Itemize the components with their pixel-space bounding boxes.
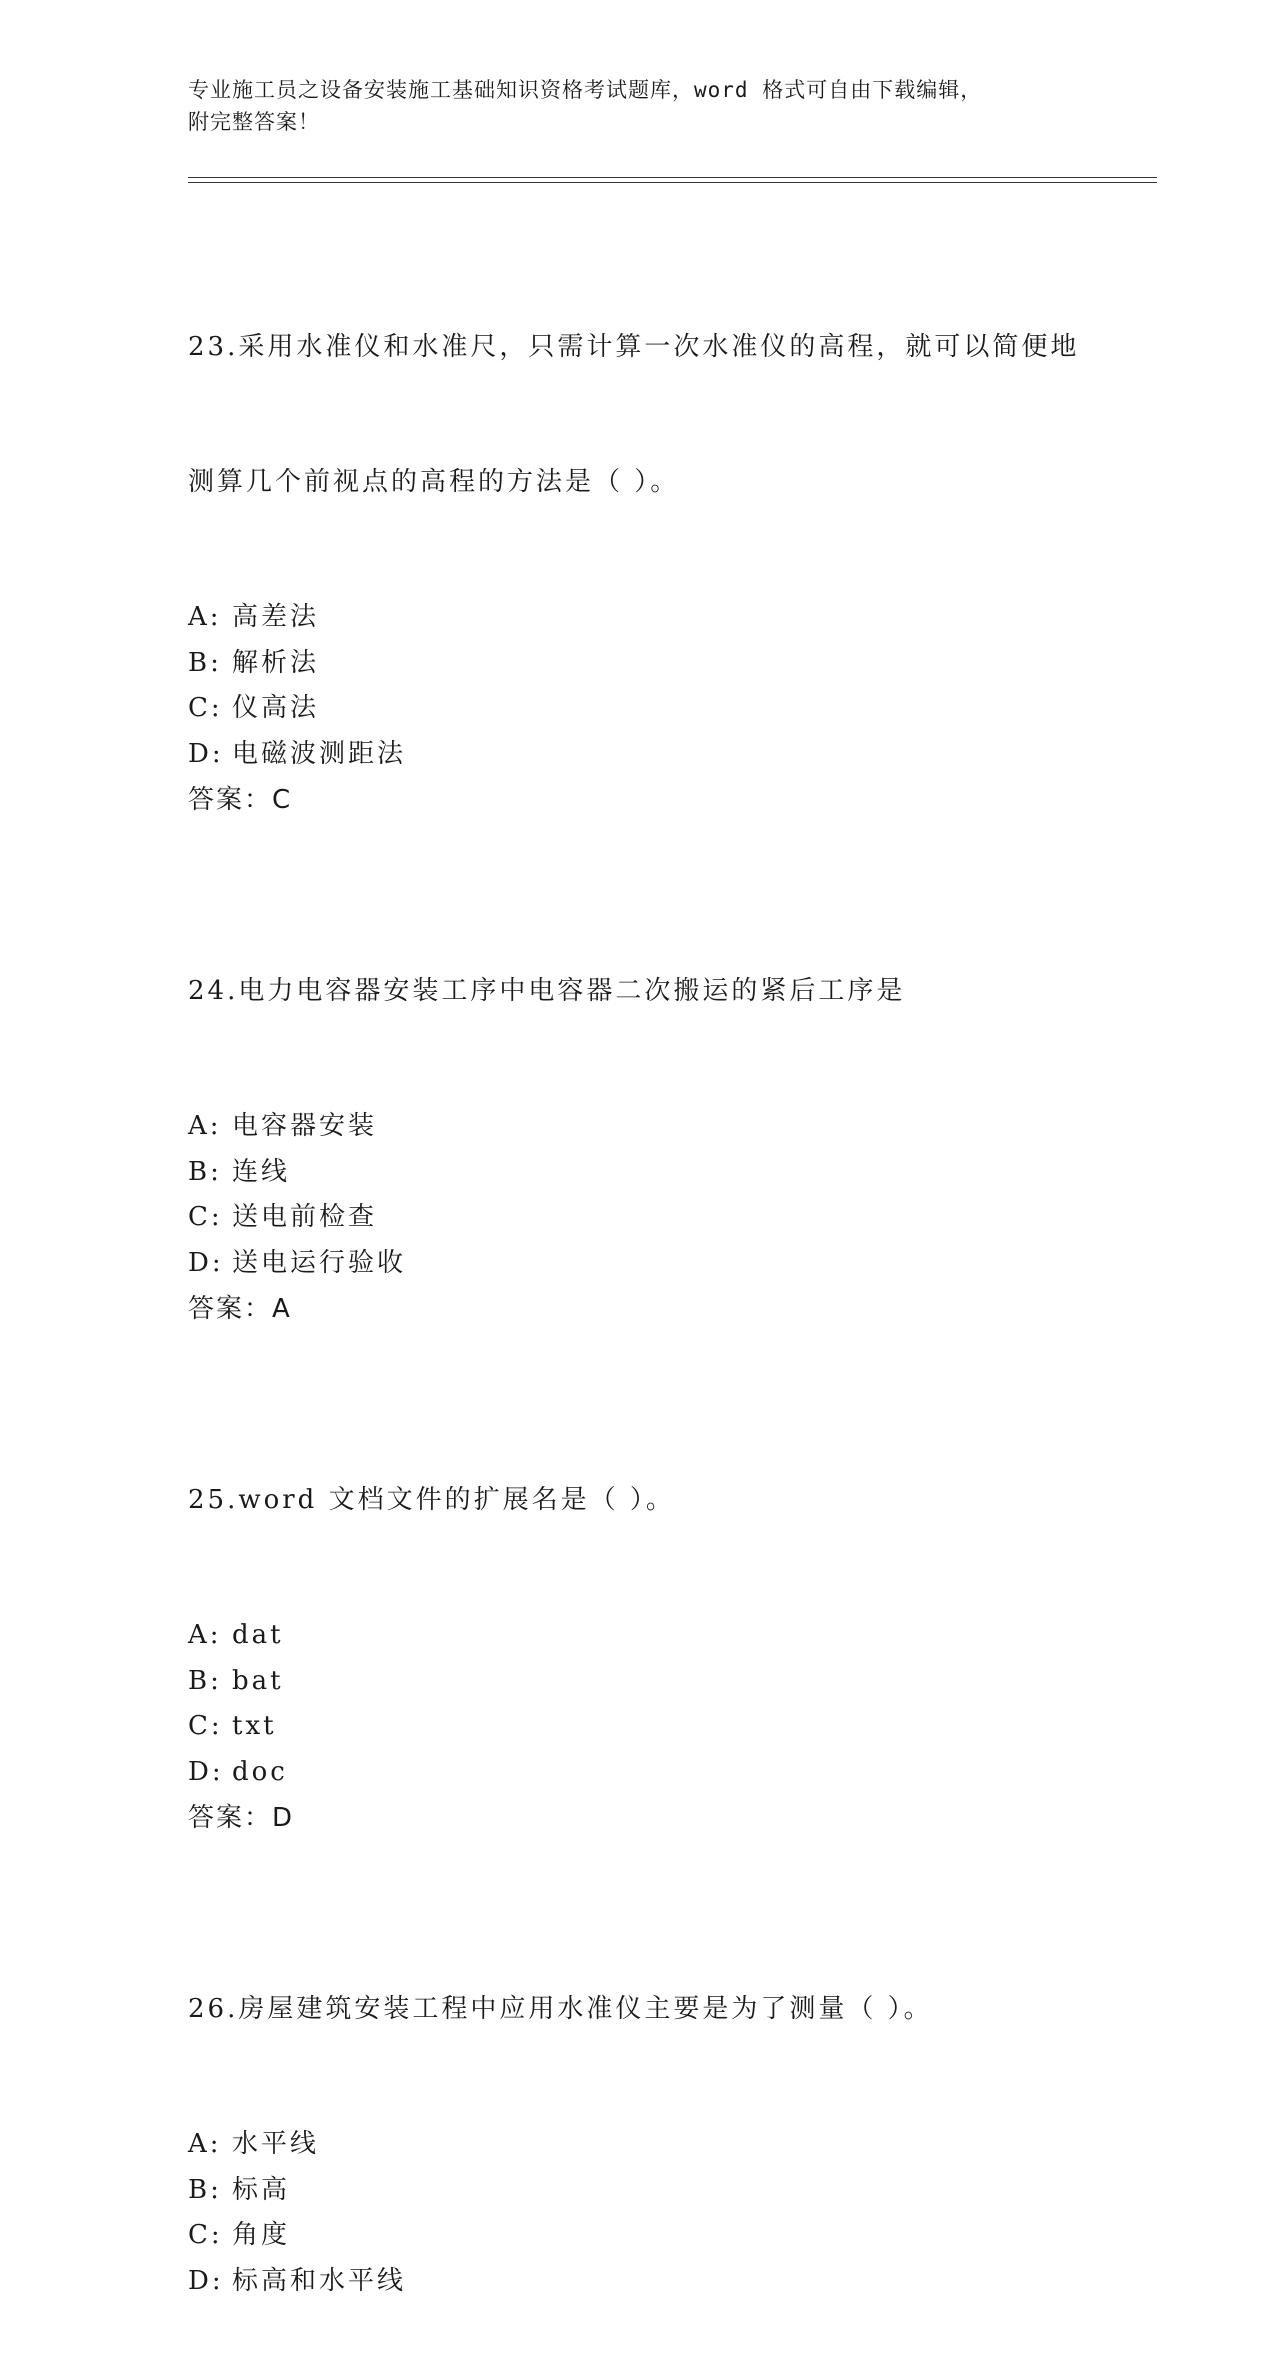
option-text: 角度 [232,2220,291,2250]
option-text: 解析法 [232,647,320,678]
question-stem [188,879,1088,1104]
option-key: D: [188,2265,224,2296]
option-key: D: [188,738,224,769]
option-text: 电磁波测距法 [232,738,407,769]
question-stem [188,1388,1088,1613]
option-key: A: [188,2129,222,2159]
option-a [188,2122,1088,2168]
option-d [188,2259,1088,2305]
header-divider [188,177,1157,183]
option-text: 水平线 [232,2129,320,2159]
option-text: 连线 [232,1156,291,1187]
option-text: 仪高法 [232,693,320,723]
option-key: D: [188,1756,224,1787]
header-line-2: 附完整答案！ [188,110,320,134]
option-b [188,1659,1088,1705]
question-list [188,235,1088,2360]
option-c [188,2213,1088,2259]
option-text: 送电运行验收 [232,1247,407,1278]
option-text: 高差法 [232,602,320,632]
question-25 [188,1388,1088,1841]
question-24 [188,879,1088,1332]
option-c [188,686,1088,732]
option-d [188,1241,1088,1287]
option-text: 送电前检查 [232,1202,378,1232]
option-b [188,641,1088,687]
option-key: C: [188,1711,223,1741]
option-key: C: [188,693,223,723]
option-key: C: [188,1202,223,1232]
option-key: A: [188,1111,222,1141]
answer-line: 答案：D [188,1803,295,1833]
question-26 [188,1897,1088,2304]
option-key: B: [188,1665,222,1696]
header-line-1: 专业施工员之设备安装施工基础知识资格考试题库，word 格式可自由下载编辑， [188,78,983,102]
document-header [188,74,1068,138]
question-23 [188,235,1088,823]
question-stem-line-2: 测算几个前视点的高程的方法是（ ）。 [188,467,680,497]
answer-line: 答案：A [188,1294,292,1324]
option-text: 标高和水平线 [232,2265,407,2296]
option-c [188,1704,1088,1750]
option-key: A: [188,602,222,632]
question-stem-line-1: 26.房屋建筑安装工程中应用水准仪主要是为了测量（ ）。 [188,1994,933,2024]
option-key: B: [188,2174,222,2205]
answer-line: 答案：C [188,785,293,815]
option-key: A: [188,1620,222,1650]
option-text: 电容器安装 [232,1111,378,1141]
option-text: doc [232,1756,288,1787]
option-a [188,595,1088,641]
option-key: C: [188,2220,223,2250]
question-stem [188,1897,1088,2122]
option-text: bat [232,1665,284,1696]
question-stem-line-1: 25.word 文档文件的扩展名是（ ）。 [188,1485,675,1515]
question-stem-line-1: 24.电力电容器安装工序中电容器二次搬运的紧后工序是 [188,976,906,1006]
option-text: dat [232,1620,284,1650]
option-a [188,1613,1088,1659]
option-key: B: [188,647,222,678]
question-stem-line-1: 23.采用水准仪和水准尺，只需计算一次水准仪的高程，就可以简便地 [188,332,1080,362]
option-d [188,1750,1088,1796]
option-key: B: [188,1156,222,1187]
question-stem [188,235,1088,595]
option-d [188,732,1088,778]
option-b [188,1150,1088,1196]
option-c [188,1195,1088,1241]
option-a [188,1104,1088,1150]
option-text: 标高 [232,2174,291,2205]
option-key: D: [188,1247,224,1278]
option-text: txt [232,1711,277,1741]
option-b [188,2168,1088,2214]
